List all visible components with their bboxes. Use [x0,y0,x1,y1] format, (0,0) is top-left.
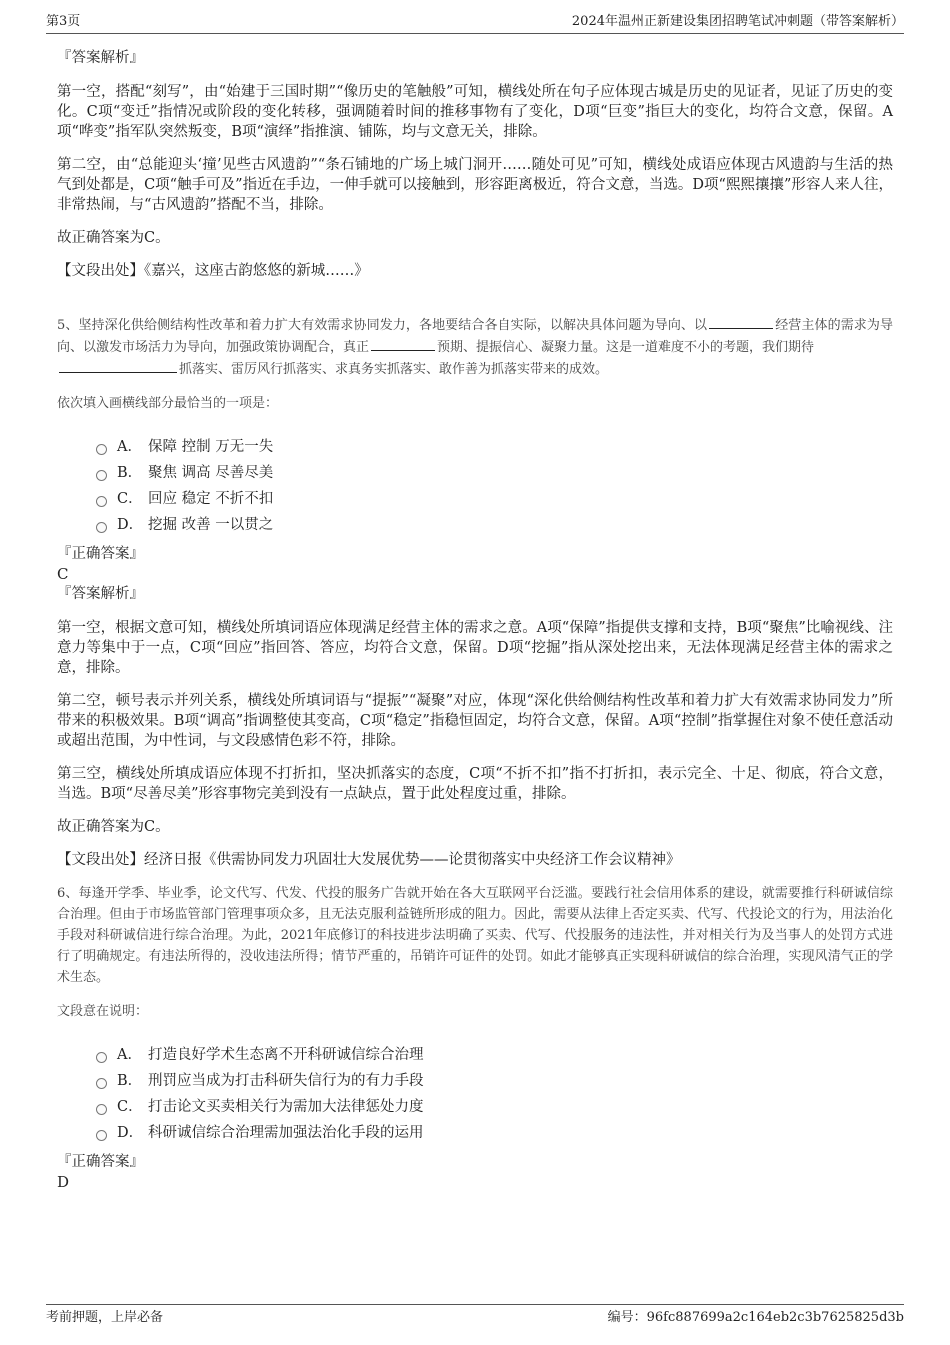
answer-conclusion: 故正确答案为C。 [57,819,170,835]
answer-label: 『正确答案』 [57,1154,144,1170]
answer-blank [371,336,435,351]
option-d[interactable]: D． 挖掘 改善 一以贯之 [96,512,893,538]
correct-answer: C [57,565,69,583]
answer-conclusion: 故正确答案为C。 [57,230,170,246]
options-list [57,1042,893,1146]
options-list [57,434,893,538]
option-a[interactable]: A． 打造良好学术生态离不开科研诚信综合治理 [96,1042,893,1068]
footer-slogan: 考前押题，上岸必备 [46,1310,164,1325]
correct-answer: D [57,1173,70,1191]
radio-button-icon[interactable] [96,1130,107,1141]
option-b[interactable]: B． 刑罚应当成为打击科研失信行为的有力手段 [96,1068,893,1094]
radio-button-icon[interactable] [96,1052,107,1063]
analysis-label: 『答案解析』 [57,586,144,602]
source-citation: 【文段出处】经济日报《供需协同发力巩固壮大发展优势——论贯彻落实中央经济工作会议精神》 [57,852,681,868]
analysis-paragraph: 第二空，由“总能迎头‘撞’见些古风遗韵”“条石铺地的广场上城门洞开……随处可见”可知，横线处成语应体现古风遗韵与生活的热气到处都是，C项“触手可及”指近在手边，一伸手就可以接触到，形容距离极近，符合文意，当选。D项“熙熙攘攘”形容人来人往，非常热闹，与“古风遗韵”搭配不当，排除。 [57,157,893,213]
question-stem: 5、坚持深化供给侧结构性改革和着力扩大有效需求协同发力，各地要结合各自实际，以解决具体问题为导向、以 经营主体的需求为导向、以激发市场活力为导向，加强政策协调配合，真正 预期、提振信心、凝聚力量。这是一道难度不小的考题，我们期待 抓落实、雷厉风行抓落实、求真务实抓落实、敢作善为抓落实带来的成效。 [57,314,893,380]
radio-button-icon[interactable] [96,522,107,533]
answer-label: 『正确答案』 [57,546,144,562]
document-title: 2024年温州正新建设集团招聘笔试冲刺题（带答案解析） [571,14,904,29]
option-b[interactable]: B． 聚焦 调高 尽善尽美 [96,460,893,486]
page-footer [46,1304,904,1329]
document-id: 编号：96fc887699a2c164eb2c3b7625825d3b [607,1310,904,1325]
page-header [46,12,904,34]
radio-button-icon[interactable] [96,1078,107,1089]
analysis-paragraph: 第一空，搭配“刻写”，由“始建于三国时期”“像历史的笔触般”可知，横线处所在句子应体现古城是历史的见证者，见证了历史的变化。C项“变迁”指情况或阶段的变化转移，强调随着时间的推移事物有了变化，D项“巨变”指巨大的变化，均符合文意，保留。A项“哗变”指军队突然叛变，B项“演绎”指推演、铺陈，均与文意无关，排除。 [57,84,893,140]
question-5 [57,314,893,870]
analysis-paragraph: 第三空，横线处所填成语应体现不打折扣，坚决抓落实的态度，C项“不折不扣”指不打折扣，表示完全、十足、彻底，符合文意，当选。B项“尽善尽美”形容事物完美到没有一点缺点，置于此处程度过重，排除。 [57,766,893,802]
radio-button-icon[interactable] [96,1104,107,1115]
q4-analysis [57,48,893,281]
source-citation: 【文段出处】《嘉兴，这座古韵悠悠的新城……》 [57,263,369,279]
page-number: 第3页 [46,14,81,29]
option-c[interactable]: C． 打击论文买卖相关行为需加大法律惩处力度 [96,1094,893,1120]
option-a[interactable]: A． 保障 控制 万无一失 [96,434,893,460]
question-prompt: 依次填入画横线部分最恰当的一项是： [57,396,279,411]
radio-button-icon[interactable] [96,444,107,455]
radio-button-icon[interactable] [96,470,107,481]
analysis-label: 『答案解析』 [57,50,144,66]
answer-blank [709,314,773,329]
answer-blank [59,358,177,373]
document-body [57,48,893,1192]
option-d[interactable]: D． 科研诚信综合治理需加强法治化手段的运用 [96,1120,893,1146]
analysis-paragraph: 第二空，顿号表示并列关系，横线处所填词语与“提振”“凝聚”对应，体现“深化供给侧结构性改革和着力扩大有效需求协同发力”所带来的积极效果。B项“调高”指调整使其变高，C项“稳定”指稳恒固定，均符合文意，保留。A项“控制”指掌握住对象不使任意活动或超出范围，为中性词，与文段感情色彩不符，排除。 [57,693,893,749]
question-stem: 6、每逢开学季、毕业季，论文代写、代发、代投的服务广告就开始在各大互联网平台泛滥。要践行社会信用体系的建设，就需要推行科研诚信综合治理。但由于市场监管部门管理事项众多，且无法克服利益链所形成的阻力。因此，需要从法律上否定买卖、代写、代投论文的行为，用法治化手段对科研诚信进行综合治理。为此，2021年底修订的科技进步法明确了买卖、代写、代投服务的违法性，并对相关行为及当事人的处罚方式进行了明确规定。有违法所得的，没收违法所得；情节严重的，吊销许可证件的处罚。如此才能够真正实现科研诚信的综合治理，实现风清气正的学术生态。 [57,886,893,985]
question-6 [57,883,893,1192]
analysis-paragraph: 第一空，根据文意可知，横线处所填词语应体现满足经营主体的需求之意。A项“保障”指提供支撑和支持，B项“聚焦”比喻视线、注意力等集中于一点，C项“回应”指回答、答应，均符合文意，保留。D项“挖掘”指从深处挖出来，无法体现满足经营主体的需求之意，排除。 [57,620,893,676]
question-prompt: 文段意在说明： [57,1004,149,1019]
option-c[interactable]: C． 回应 稳定 不折不扣 [96,486,893,512]
radio-button-icon[interactable] [96,496,107,507]
